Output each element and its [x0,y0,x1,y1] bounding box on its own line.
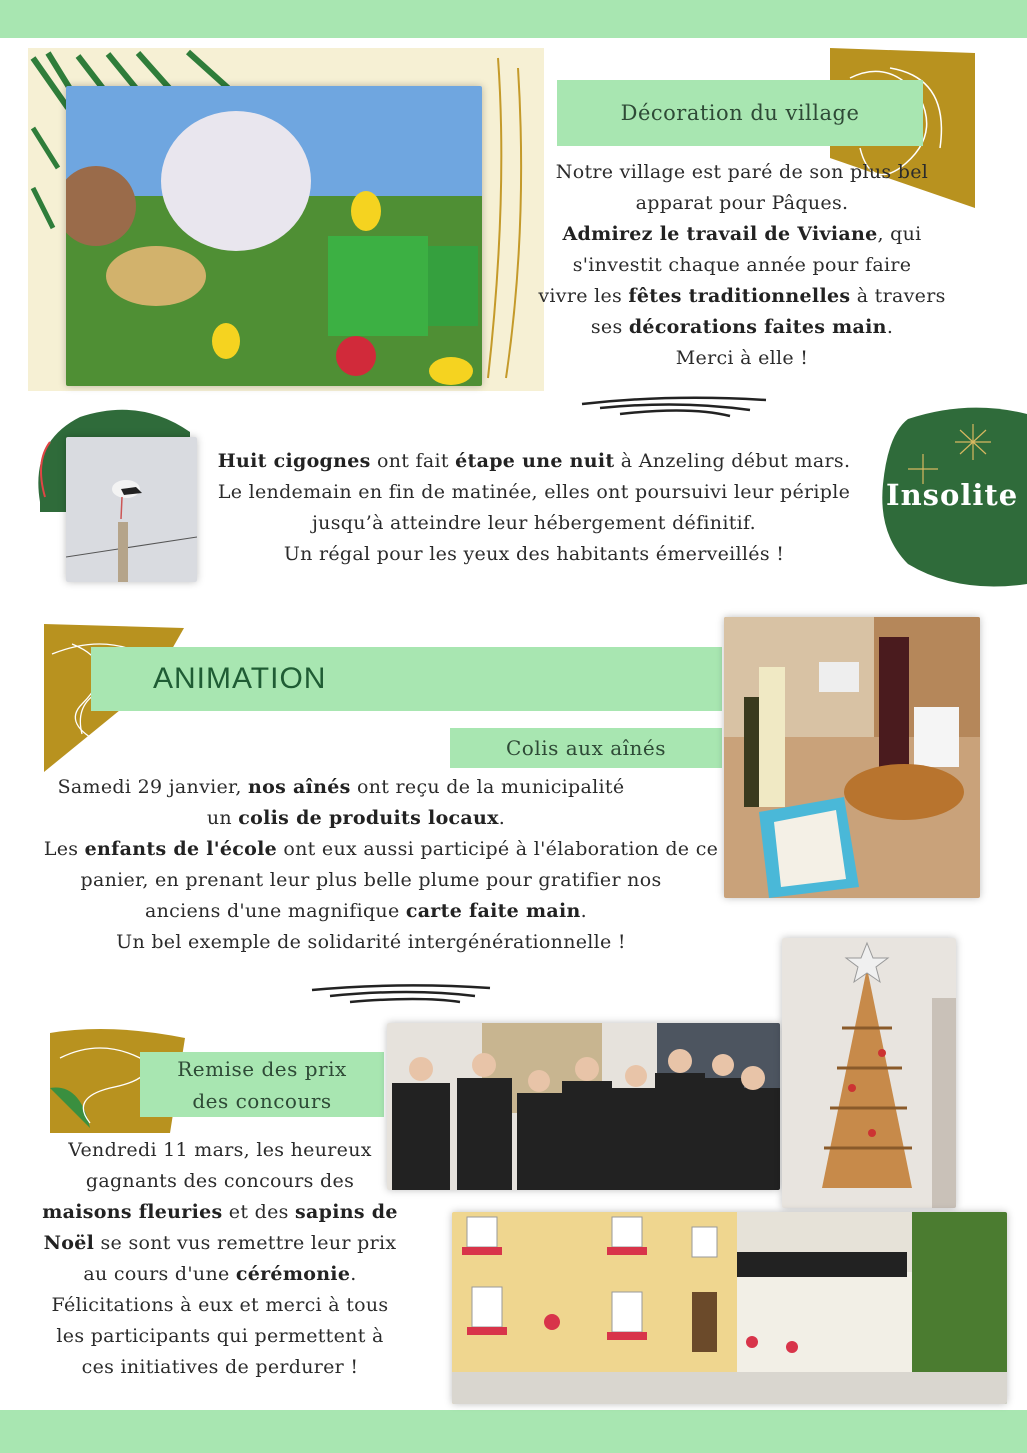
remise-line: ces initiatives de perdurer ! [81,1356,359,1378]
decoration-title: Décoration du village [557,80,923,146]
insolite-line: Un régal pour les yeux des habitants émerveillés ! [283,543,785,565]
remise-line: Noël se sont vus remettre leur prix [43,1232,397,1254]
insolite-line: Le lendemain en fin de matinée, elles ont poursuivi leur périple [217,481,851,503]
animation-heading: ANIMATION [153,662,327,695]
bottom-band [0,1410,1027,1453]
decoration-line: apparat pour Pâques. [635,192,849,214]
animation-line: un colis de produits locaux. [206,807,506,829]
animation-text [40,772,722,958]
remise-title-line: Remise des prix [177,1056,347,1081]
remise-line: gagnants des concours des [85,1170,355,1192]
remise-line: Félicitations à eux et merci à tous [51,1294,389,1316]
easter-decoration-photo [66,86,482,386]
remise-title [140,1052,384,1117]
insolite-badge: Insolite [886,478,1019,512]
christmas-tree-photo [782,938,956,1208]
remise-line: au cours d'une cérémonie. [83,1263,357,1285]
local-products-photo [724,617,980,898]
top-band [0,0,1027,38]
animation-line: panier, en prenant leur plus belle plume pour gratifier nos [80,869,662,891]
colis-subtitle: Colis aux aînés [450,728,722,768]
decoration-line: Merci à elle ! [675,347,809,369]
stork-photo [66,437,197,582]
animation-line: Samedi 29 janvier, nos aînés ont reçu de la municipalité [57,776,625,798]
animation-line: Un bel exemple de solidarité intergénérationnelle ! [116,931,626,953]
ceremony-group-photo [387,1023,780,1190]
decoration-text [527,157,957,374]
swash-divider [310,980,495,1010]
remise-text [30,1135,410,1383]
decoration-line: ses décorations faites main. [590,316,894,338]
animation-line: Les enfants de l'école ont eux aussi participé à l'élaboration de ce [43,838,719,860]
decoration-line: Admirez le travail de Viviane, qui [562,223,922,245]
insolite-text [200,446,868,570]
insolite-line: Huit cigognes ont fait étape une nuit à Anzeling début mars. [217,450,851,472]
decoration-line: Notre village est paré de son plus bel [555,161,929,183]
remise-title-line: des concours [192,1088,332,1113]
remise-line: les participants qui permettent à [56,1325,384,1347]
remise-line: Vendredi 11 mars, les heureux [68,1139,372,1161]
decoration-line: s'investit chaque année pour faire [572,254,912,276]
flowered-houses-photo [452,1212,1007,1404]
insolite-line: jusqu’à atteindre leur hébergement définitif. [311,512,757,534]
swash-divider [580,392,770,422]
decoration-line: vivre les fêtes traditionnelles à travers [538,285,946,307]
animation-banner [91,647,722,711]
remise-line: maisons fleuries et des sapins de [42,1201,398,1223]
animation-line: anciens d'une magnifique carte faite main. [145,900,587,922]
